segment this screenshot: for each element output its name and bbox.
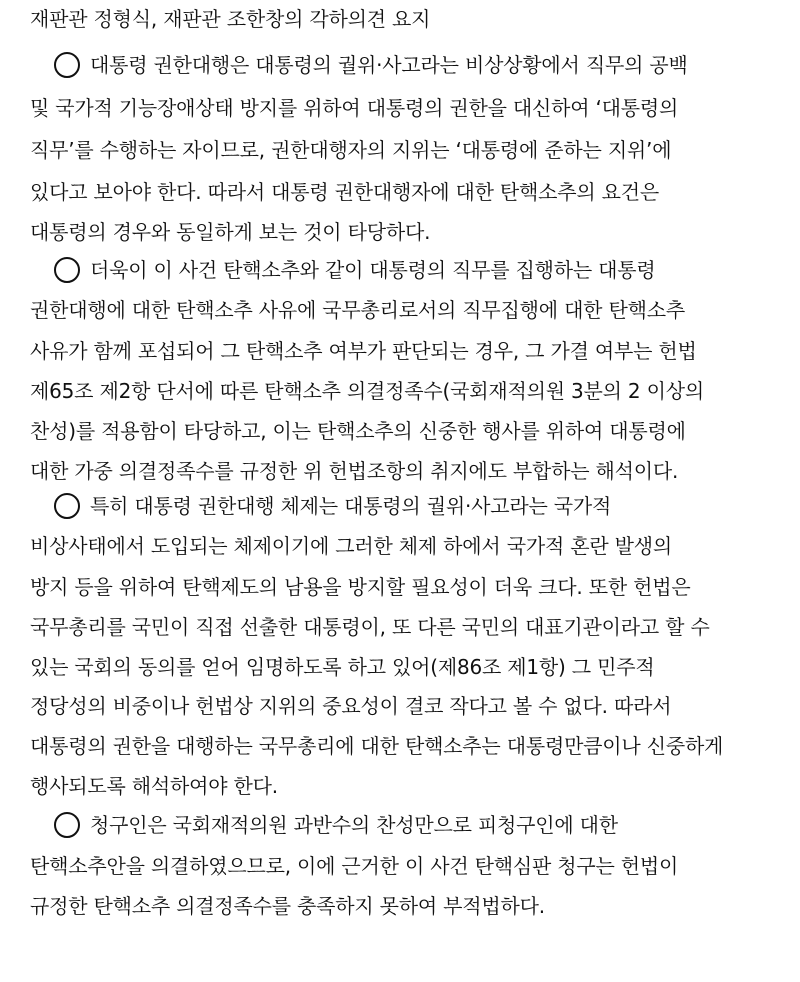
paragraph-2-line-1 <box>30 257 656 283</box>
paragraph-2-line-6: 대한 가중 의결정족수를 규정한 위 헌법조항의 취지에도 부합하는 해석이다. <box>30 459 679 483</box>
paragraph-4-line-2: 탄핵소추안을 의결하였으므로, 이에 근거한 이 사건 탄핵심판 청구는 헌법이 <box>30 854 679 878</box>
paragraph-3-line-4: 국무총리를 국민이 직접 선출한 대통령이, 또 다른 국민의 대표기관이라고 할 수 <box>30 615 710 639</box>
paragraph-2-line-2: 권한대행에 대한 탄핵소추 사유에 국무총리로서의 직무집행에 대한 탄핵소추 <box>30 298 685 322</box>
circle-icon <box>54 257 80 283</box>
paragraph-4-line-3: 규정한 탄핵소추 의결정족수를 충족하지 못하여 부적법하다. <box>30 894 545 918</box>
paragraph-line-text: 대통령 권한대행은 대통령의 궐위·사고라는 비상상황에서 직무의 공백 <box>90 53 688 77</box>
paragraph-3-line-5: 있는 국회의 동의를 얻어 임명하도록 하고 있어(제86조 제1항) 그 민주적 <box>30 655 655 679</box>
paragraph-line-text: 청구인은 국회재적의원 과반수의 찬성만으로 피청구인에 대한 <box>90 813 618 837</box>
paragraph-3-line-2: 비상사태에서 도입되는 체제이기에 그러한 체제 하에서 국가적 혼란 발생의 <box>30 534 672 558</box>
paragraph-1-line-2: 및 국가적 기능장애상태 방지를 위하여 대통령의 권한을 대신하여 ‘대통령의 <box>30 96 679 120</box>
paragraph-1-line-5: 대통령의 경우와 동일하게 보는 것이 타당하다. <box>30 220 431 244</box>
paragraph-3-line-6: 정당성의 비중이나 헌법상 지위의 중요성이 결코 작다고 볼 수 없다. 따라서 <box>30 694 672 718</box>
paragraph-1-line-3: 직무’를 수행하는 자이므로, 권한대행자의 지위는 ‘대통령에 준하는 지위’에 <box>30 138 672 162</box>
circle-icon <box>54 52 80 78</box>
paragraph-2-line-4: 제65조 제2항 단서에 따른 탄핵소추 의결정족수(국회재적의원 3분의 2 이상의 <box>30 379 704 403</box>
paragraph-3-line-1 <box>30 493 611 519</box>
paragraph-3-line-7: 대통령의 권한을 대행하는 국무총리에 대한 탄핵소추는 대통령만큼이나 신중하게 <box>30 734 724 758</box>
paragraph-3-line-8: 행사되도록 해석하여야 한다. <box>30 774 278 798</box>
paragraph-3-line-3: 방지 등을 위하여 탄핵제도의 남용을 방지할 필요성이 더욱 크다. 또한 헌법은 <box>30 575 691 599</box>
paragraph-4-line-1 <box>30 812 618 838</box>
paragraph-2-line-5: 찬성)를 적용함이 타당하고, 이는 탄핵소추의 신중한 행사를 위하여 대통령에 <box>30 419 686 443</box>
circle-icon <box>54 812 80 838</box>
paragraph-1-line-4: 있다고 보아야 한다. 따라서 대통령 권한대행자에 대한 탄핵소추의 요건은 <box>30 180 660 204</box>
paragraph-2-line-3: 사유가 함께 포섭되어 그 탄핵소추 여부가 판단되는 경우, 그 가결 여부는 헌법 <box>30 339 697 363</box>
paragraph-1-line-1 <box>30 52 688 78</box>
paragraph-line-text: 특히 대통령 권한대행 체제는 대통령의 궐위·사고라는 국가적 <box>90 494 612 518</box>
circle-icon <box>54 493 80 519</box>
paragraph-line-text: 더욱이 이 사건 탄핵소추와 같이 대통령의 직무를 집행하는 대통령 <box>90 258 656 282</box>
document-title: 재판관 정형식, 재판관 조한창의 각하의견 요지 <box>30 7 431 31</box>
